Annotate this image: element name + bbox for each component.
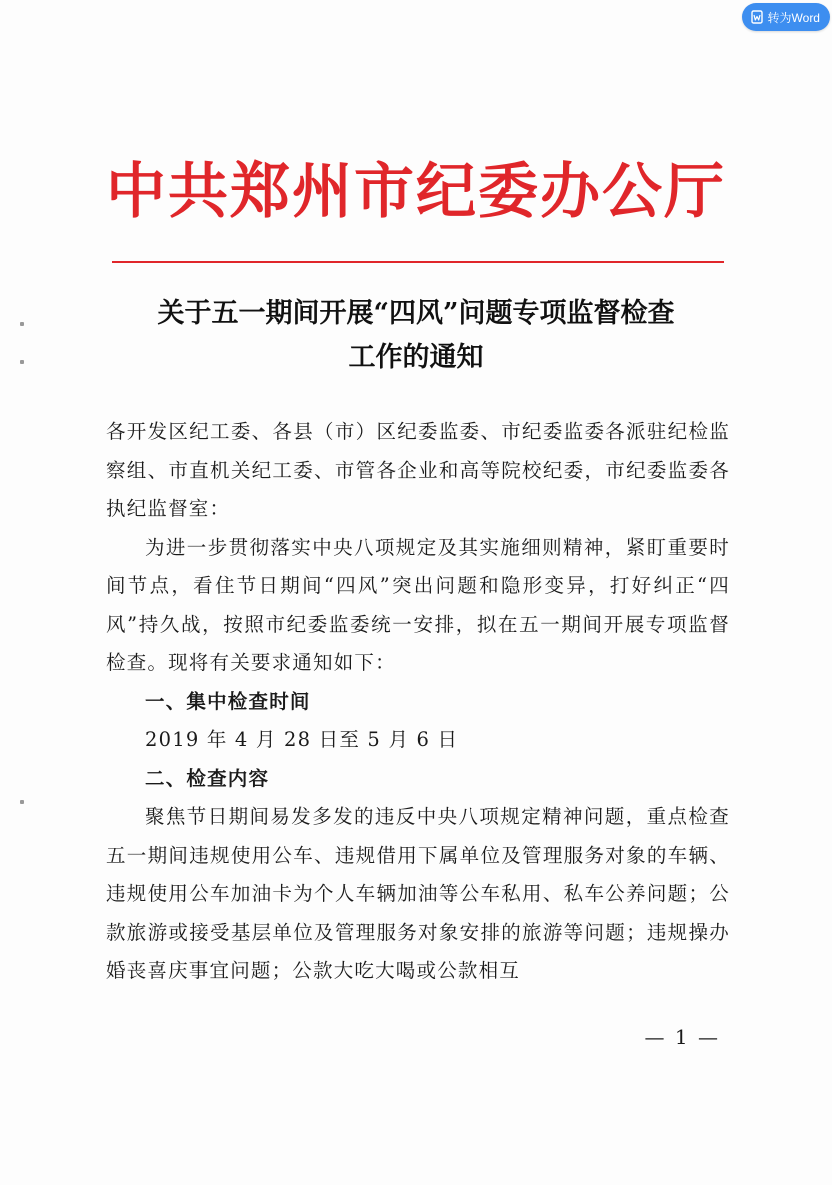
document-title <box>0 292 832 380</box>
intro-paragraph: 为进一步贯彻落实中央八项规定及其实施细则精神，紧盯重要时间节点，看住节日期间“四风”突出问题和隐形变异，打好纠正“四风”持久战，按照市纪委监委统一安排，拟在五一期间开展专项监督检查。现将有关要求通知如下： <box>106 535 730 674</box>
title-line-2: 工作的通知 <box>348 342 484 373</box>
page-number: — 1 — <box>644 1025 720 1049</box>
masthead-org-name: 中共郑州市纪委办公厅 <box>106 157 726 227</box>
convert-to-word-button[interactable] <box>742 3 830 31</box>
section-1-heading: 一、集中检查时间 <box>145 689 311 713</box>
word-doc-icon <box>750 10 764 24</box>
section-2-heading: 二、检查内容 <box>145 766 270 790</box>
title-line-1: 关于五一期间开展“四风”问题专项监督检查 <box>157 298 675 329</box>
document-body <box>106 413 730 991</box>
addressee: 各开发区纪工委、各县（市）区纪委监委、市纪委监委各派驻纪检监察组、市直机关纪工委、市管各企业和高等院校纪委，市纪委监委各执纪监督室： <box>106 420 730 520</box>
convert-button-label: 转为Word <box>767 10 820 25</box>
section-2-text: 聚焦节日期间易发多发的违反中央八项规定精神问题，重点检查五一期间违规使用公车、违规借用下属单位及管理服务对象的车辆、违规使用公车加油卡为个人车辆加油等公车私用、私车公养问题；公款旅游或接受基层单位及管理服务对象安排的旅游等问题；违规操办婚丧喜庆事宜问题；公款大吃大喝或公款相互 <box>106 805 730 982</box>
scan-mark <box>20 800 24 804</box>
masthead-divider <box>112 261 724 263</box>
section-1-text: 2019 年 4 月 28 日至 5 月 6 日 <box>145 728 459 751</box>
